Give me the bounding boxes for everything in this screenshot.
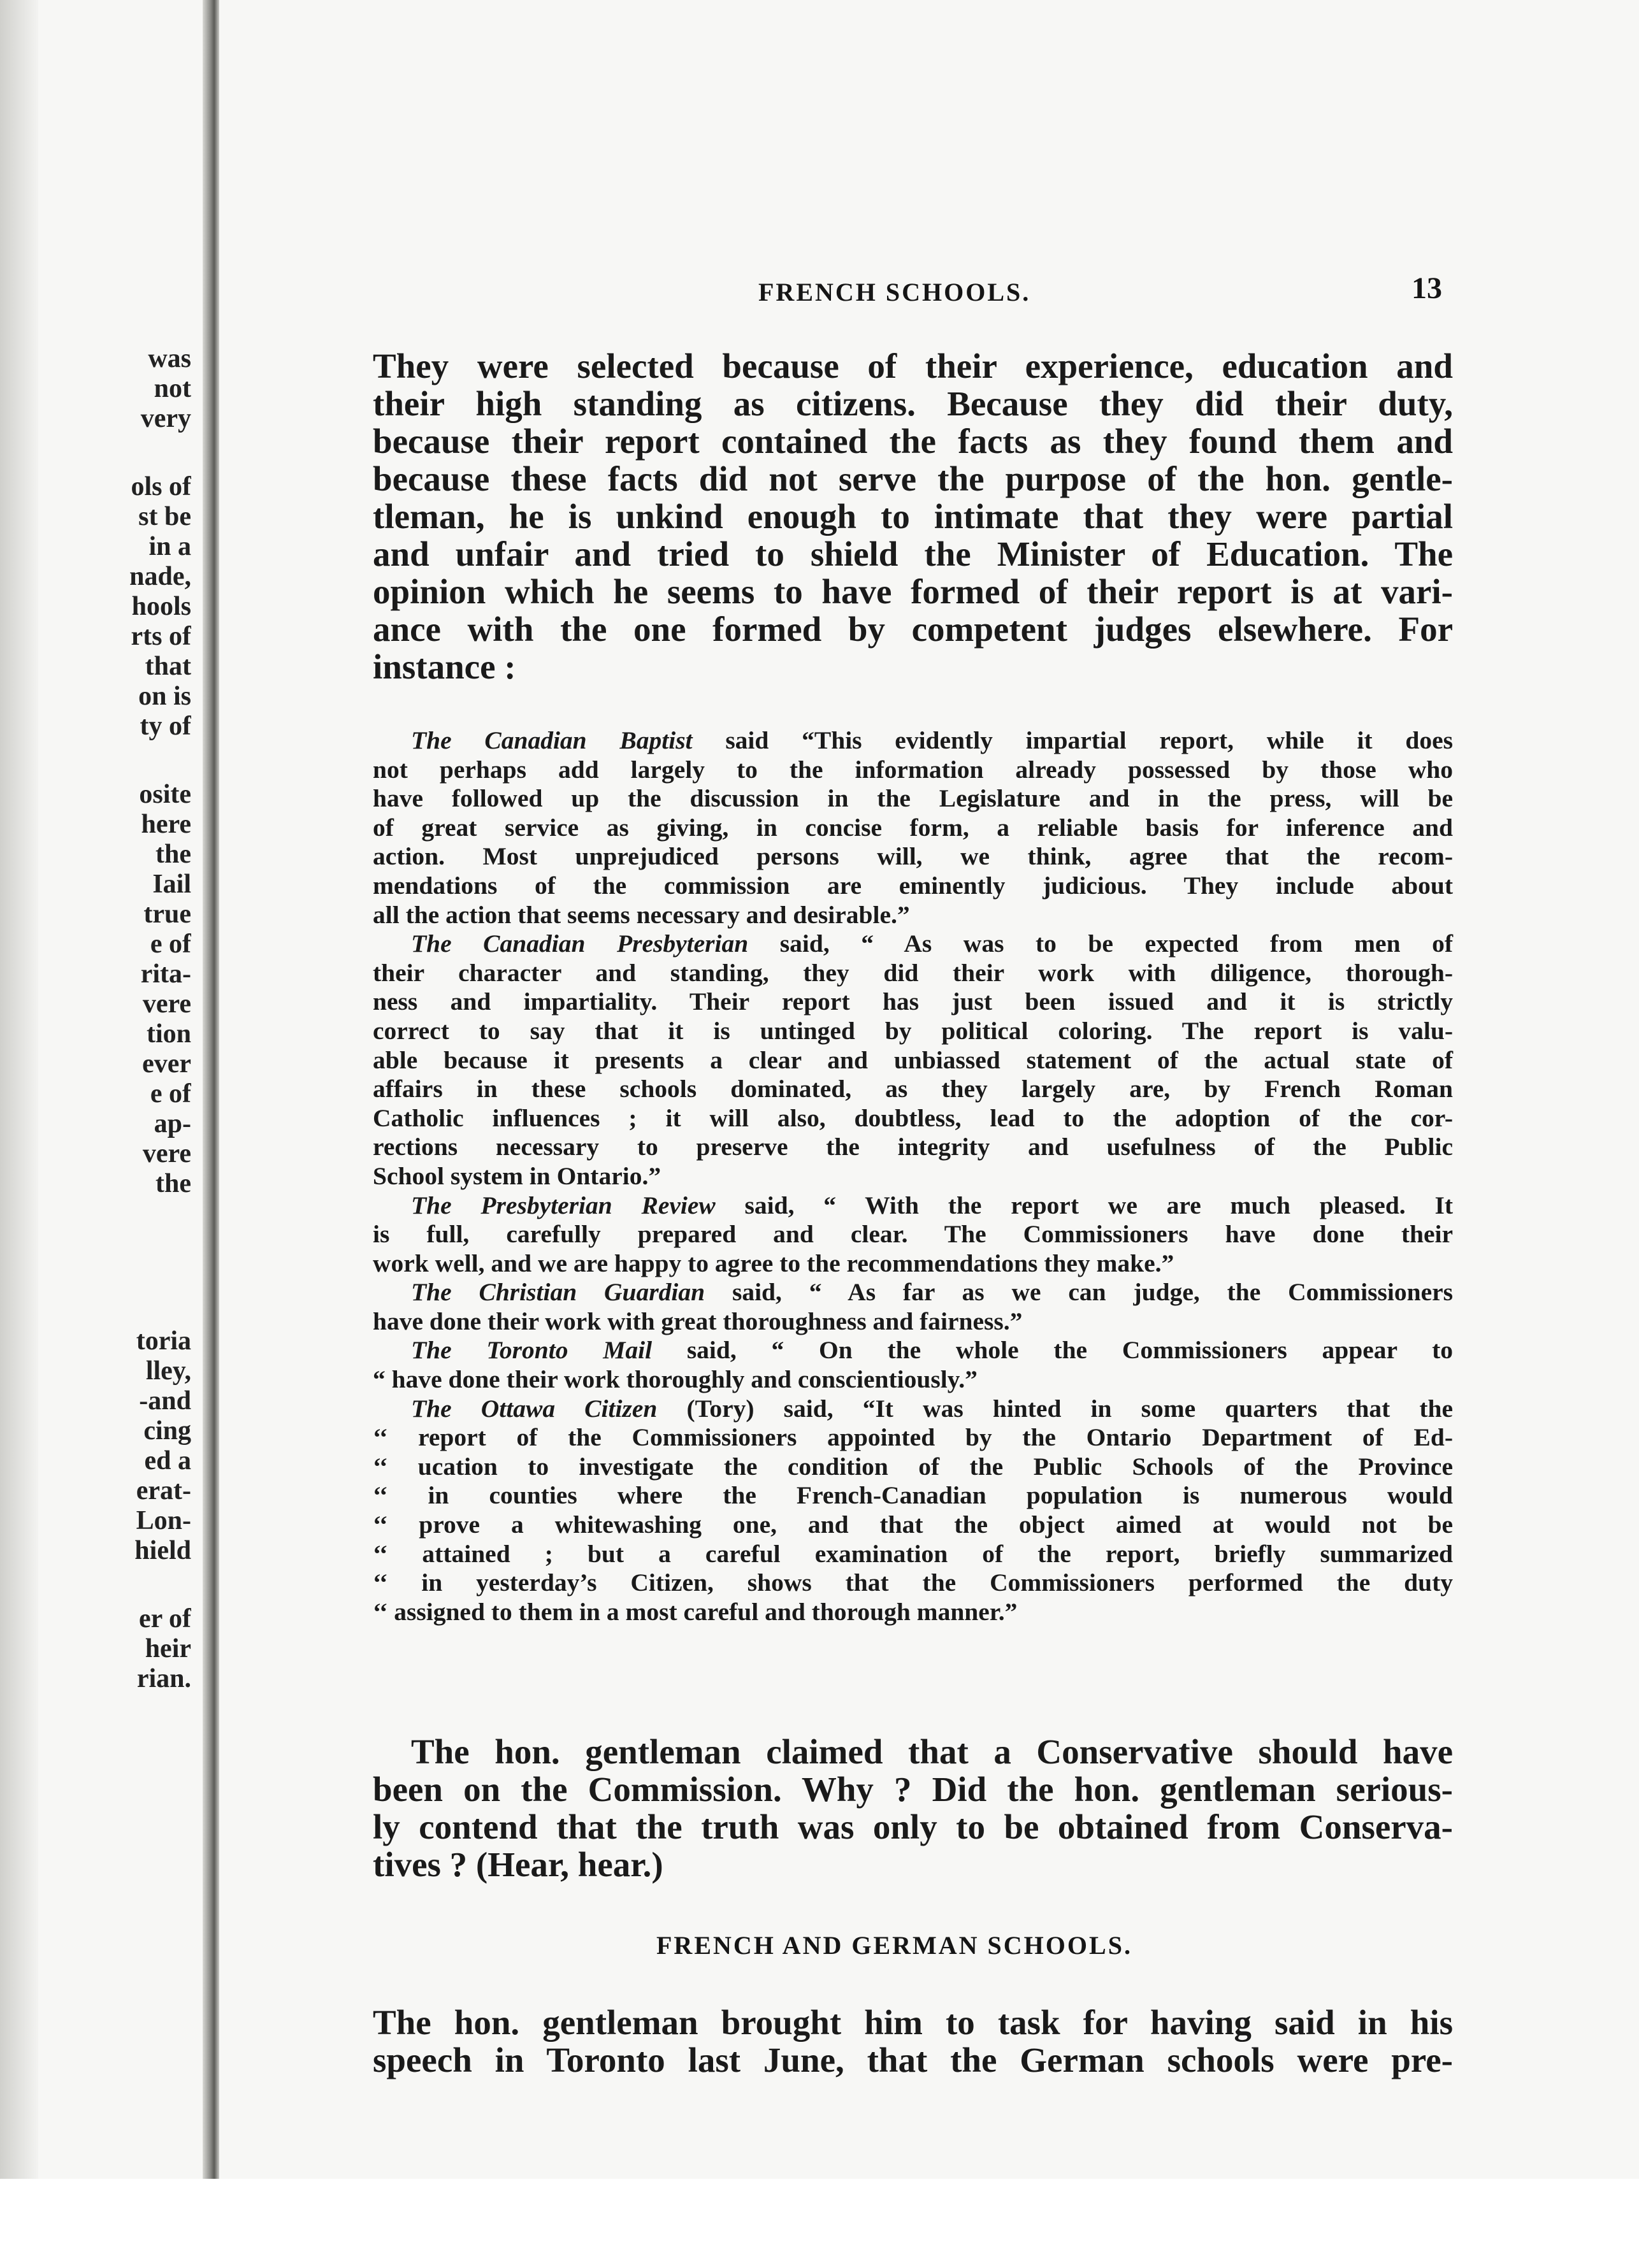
book-gutter [203, 0, 219, 2268]
prev-fragment: -and [139, 1386, 191, 1416]
quote-line: ‘‘ ucation to investigate the condition of the Public Schools of the Province [373, 1452, 1453, 1481]
prev-fragment: cing [143, 1416, 191, 1446]
quote-line: correct to say that it is untinged by political coloring. The report is valu- [373, 1016, 1453, 1045]
quote-line: their character and standing, they did their work with diligence, thorough- [373, 958, 1453, 987]
quote-source: The Ottawa Citizen [411, 1394, 658, 1423]
quote-line: Catholic influences ; it will also, doubtless, lead to the adoption of the cor- [373, 1103, 1453, 1132]
prev-fragment: toria [136, 1326, 191, 1356]
prev-fragment: osite [139, 780, 191, 809]
prev-fragment: in a [148, 532, 191, 561]
prev-fragment: Lon- [136, 1506, 191, 1535]
prev-fragment: lley, [145, 1356, 191, 1386]
prev-fragment: hools [131, 592, 191, 621]
prev-fragment: Iail [152, 870, 191, 899]
prev-fragment: erat- [136, 1476, 191, 1505]
prev-fragment: ap- [154, 1109, 191, 1138]
prev-fragment: ols of [131, 472, 191, 501]
text-line: because these facts did not serve the purpose of the hon. gentle- [373, 459, 1453, 498]
text-line: because their report contained the facts as they found them and [373, 422, 1453, 461]
prev-fragment: the [155, 1169, 191, 1198]
text-line: The hon. gentleman brought him to task for having said in his [373, 2003, 1453, 2042]
text-line: tives ? (Hear, hear.) [373, 1845, 663, 1884]
prev-fragment: rita- [140, 959, 191, 989]
quote-line: ‘‘ assigned to them in a most careful and thorough manner.” [373, 1597, 1018, 1626]
quote-line: ‘‘ prove a whitewashing one, and that the object aimed at would not be [373, 1511, 1453, 1539]
prev-fragment: was [148, 344, 191, 373]
conservative-paragraph [373, 1733, 1453, 1883]
prev-fragment: nade, [129, 562, 191, 591]
quote-line: work well, and we are happy to agree to the recommendations they make.” [373, 1249, 1174, 1277]
text-line: instance : [373, 647, 516, 686]
prev-fragment: tion [146, 1019, 191, 1049]
quote-line: of great service as giving, in concise form, a reliable basis for inference and [373, 813, 1453, 842]
quote-line: affairs in these schools dominated, as they largely are, by French Roman [373, 1075, 1453, 1103]
quote-line: all the action that seems necessary and desirable.” [373, 900, 910, 929]
prev-fragment: the [155, 840, 191, 869]
previous-page-fragment-column [0, 344, 191, 1694]
quote-line: ‘‘ in yesterday’s Citizen, shows that the Commissioners performed the duty [373, 1568, 1453, 1597]
prev-fragment: vere [142, 989, 191, 1019]
text-line: tleman, he is unkind enough to intimate that they were partial [373, 497, 1453, 536]
page-bottom-margin [0, 2179, 1639, 2268]
quote-line: mendations of the commission are eminently judicious. They include about [373, 871, 1453, 900]
quote-line: able because it presents a clear and unbiassed statement of the actual state of [373, 1045, 1453, 1074]
running-head: FRENCH SCHOOLS. [758, 278, 1031, 306]
prev-fragment: rts of [131, 622, 191, 651]
prev-fragment: on is [138, 682, 191, 711]
page-number: 13 [1412, 271, 1442, 305]
main-paragraph [373, 347, 1453, 685]
quote-toronto-mail [373, 1336, 1453, 1394]
quote-line: The Canadian Presbyterian said, “ As was to be expected from men of [411, 929, 1453, 958]
quote-line: The Presbyterian Review said, “ With the report we are much pleased. It [411, 1191, 1453, 1219]
section-heading: FRENCH AND GERMAN SCHOOLS. [656, 1931, 1132, 1960]
quote-line: rections necessary to preserve the integrity and usefulness of the Public [373, 1133, 1453, 1161]
text-line: been on the Commission. Why ? Did the hon. gentleman serious- [373, 1770, 1453, 1809]
prev-fragment: hield [134, 1536, 191, 1565]
text-line: ly contend that the truth was only to be obtained from Conserva- [373, 1807, 1453, 1846]
quote-line: ness and impartiality. Their report has just been issued and it is strictly [373, 987, 1453, 1016]
quote-source: The Toronto Mail [411, 1336, 653, 1365]
prev-fragment: st be [138, 502, 191, 531]
text-line: The hon. gentleman claimed that a Conservative should have [411, 1732, 1453, 1771]
quote-canadian-presbyterian [373, 929, 1453, 1191]
quote-presbyterian-review [373, 1191, 1453, 1279]
quote-line: “ have done their work thoroughly and conscientiously.” [373, 1365, 978, 1394]
text-line: and unfair and tried to shield the Minister of Education. The [373, 535, 1453, 573]
quote-line: ‘‘ attained ; but a careful examination of the report, briefly summarized [373, 1539, 1453, 1568]
quote-line: ‘‘ report of the Commissioners appointed by the Ontario Department of Ed- [373, 1423, 1453, 1452]
prev-fragment: e of [150, 1079, 191, 1109]
quote-line: action. Most unprejudiced persons will, we think, agree that the recom- [373, 842, 1453, 871]
prev-fragment: vere [142, 1139, 191, 1168]
quote-christian-guardian [373, 1278, 1453, 1336]
quote-source: The Christian Guardian [411, 1278, 705, 1307]
text-line: opinion which he seems to have formed of their report is at vari- [373, 572, 1453, 611]
quote-line: have followed up the discussion in the Legislature and in the press, will be [373, 784, 1453, 813]
quote-line: have done their work with great thoroughness and fairness.” [373, 1307, 1023, 1335]
quote-line: is full, carefully prepared and clear. The Commissioners have done their [373, 1220, 1453, 1249]
quote-source: The Presbyterian Review [411, 1191, 716, 1219]
text-line: speech in Toronto last June, that the German schools were pre- [373, 2041, 1453, 2079]
quote-source: The Canadian Presbyterian [411, 929, 749, 958]
prev-fragment: that [145, 652, 191, 681]
prev-fragment: here [141, 810, 191, 839]
quote-canadian-baptist [373, 726, 1453, 929]
quote-line: The Toronto Mail said, “ On the whole the Commissioners appear to [411, 1336, 1453, 1365]
press-quotes-block [373, 726, 1453, 1626]
prev-fragment: er of [138, 1604, 191, 1633]
quote-line: ‘‘ in counties where the French-Canadian population is numerous would [373, 1481, 1453, 1510]
prev-fragment: true [143, 900, 191, 929]
quote-line: The Christian Guardian said, “ As far as we can judge, the Commissioners [411, 1278, 1454, 1307]
prev-fragment: heir [145, 1634, 191, 1663]
text-line: their high standing as citizens. Because they did their duty, [373, 384, 1453, 423]
prev-fragment: very [140, 404, 191, 433]
prev-fragment: ever [142, 1049, 191, 1079]
prev-fragment: e of [150, 929, 191, 959]
prev-fragment: not [154, 374, 191, 403]
prev-fragment: rian. [136, 1664, 191, 1693]
text-line: ance with the one formed by competent judges elsewhere. For [373, 610, 1453, 649]
quote-source: The Canadian Baptist [411, 726, 693, 754]
prev-fragment: ed a [144, 1446, 191, 1475]
final-paragraph [373, 2004, 1453, 2079]
text-line: They were selected because of their experience, education and [373, 347, 1453, 385]
quote-line: School system in Ontario.” [373, 1161, 661, 1190]
quote-ottawa-citizen [373, 1395, 1453, 1627]
quote-line: The Canadian Baptist said “This evidently impartial report, while it does [411, 726, 1454, 754]
prev-fragment: ty of [140, 712, 191, 741]
quote-line: not perhaps add largely to the information already possessed by those who [373, 755, 1453, 784]
quote-line: The Ottawa Citizen (Tory) said, “It was hinted in some quarters that the [411, 1394, 1453, 1423]
